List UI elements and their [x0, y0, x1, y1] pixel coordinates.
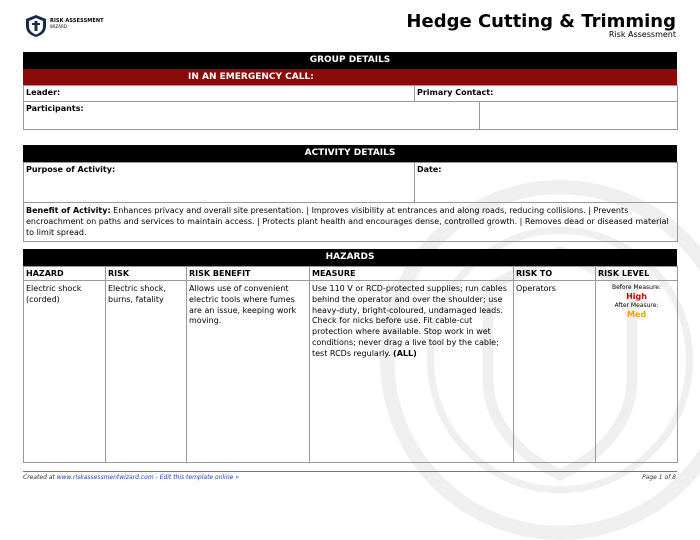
measure-cell [310, 281, 514, 463]
risk-cell: Electric shock, burns, fatality [106, 281, 187, 463]
hazards-table [23, 266, 678, 463]
before-measure-label: Before Measure: [611, 284, 662, 291]
measure-tag: (ALL) [393, 348, 417, 358]
participants-label: Participants: [26, 104, 84, 113]
col-measure: MEASURE [310, 267, 514, 281]
purpose-field[interactable] [24, 163, 415, 203]
benefit-text: Enhances privacy and overall site presentation. | Improves visibility at entrances and along roads, reducing collisions. | Prevents encroachment on paths and services to maintain access. | Protects plant health and encourages dense, controlled growth. | Removes dead or diseased material to limit spread. [26, 206, 669, 237]
col-risk-benefit: RISK BENEFIT [187, 267, 310, 281]
hazards-heading: HAZARDS [23, 249, 677, 266]
hazard-cell: Electric shock (corded) [24, 281, 106, 463]
col-risk: RISK [106, 267, 187, 281]
group-details-section [23, 52, 677, 130]
after-measure-value: Med [626, 310, 647, 319]
after-measure-label: After Measure: [614, 302, 659, 309]
hazards-header-row [24, 267, 678, 281]
shield-logo-icon [25, 14, 47, 38]
participants-field[interactable] [24, 102, 480, 130]
benefit-label: Benefit of Activity: [26, 206, 111, 215]
participants-extra-cell[interactable] [480, 102, 678, 130]
activity-details-table [23, 162, 678, 242]
hazards-section [23, 249, 677, 463]
logo-wordmark [50, 18, 104, 30]
before-measure-value: High [626, 292, 647, 301]
col-risk-level: RISK LEVEL [596, 267, 678, 281]
measure-text: Use 110 V or RCD-protected supplies; run cables behind the operator and over the shoulder; use heavy-duty, bright-coloured, undamaged leads. Check for nicks before use. Fit cable-cut protection where available. Stop work in wet conditions; never drag a live tool by the cable; test RCDs regularly. [312, 284, 507, 358]
primary-contact-label: Primary Contact: [417, 88, 494, 97]
page-number: Page 1 of 8 [642, 474, 676, 481]
footer-edit-link[interactable]: www.riskassessmentwizard.com - Edit this template online » [56, 474, 239, 481]
risk-to-cell: Operators [514, 281, 596, 463]
footer-created-at: Created at [23, 474, 57, 481]
footer-divider [23, 471, 677, 472]
logo-line1: RISK ASSESSMENT [50, 18, 104, 24]
col-hazard: HAZARD [24, 267, 106, 281]
activity-details-section [23, 145, 677, 242]
page-subtitle: Risk Assessment [608, 30, 676, 39]
table-row [24, 281, 678, 463]
risk-level-cell [596, 281, 678, 463]
logo-line2: WIZARD [50, 24, 68, 29]
primary-contact-field[interactable] [415, 86, 678, 102]
date-label: Date: [417, 165, 442, 174]
risk-benefit-cell: Allows use of convenient electric tools where fumes are an issue, keeping work moving. [187, 281, 310, 463]
group-details-table [23, 85, 678, 130]
col-risk-to: RISK TO [514, 267, 596, 281]
activity-details-heading: ACTIVITY DETAILS [23, 145, 677, 162]
page-title: Hedge Cutting & Trimming [406, 11, 676, 32]
leader-label: Leader: [26, 88, 61, 97]
group-details-heading: GROUP DETAILS [23, 52, 677, 69]
purpose-label: Purpose of Activity: [26, 165, 116, 174]
emergency-call-bar: IN AN EMERGENCY CALL: [23, 69, 677, 85]
leader-field[interactable] [24, 86, 415, 102]
footer-credit [23, 474, 239, 481]
benefit-field [24, 203, 678, 242]
date-field[interactable] [415, 163, 678, 203]
